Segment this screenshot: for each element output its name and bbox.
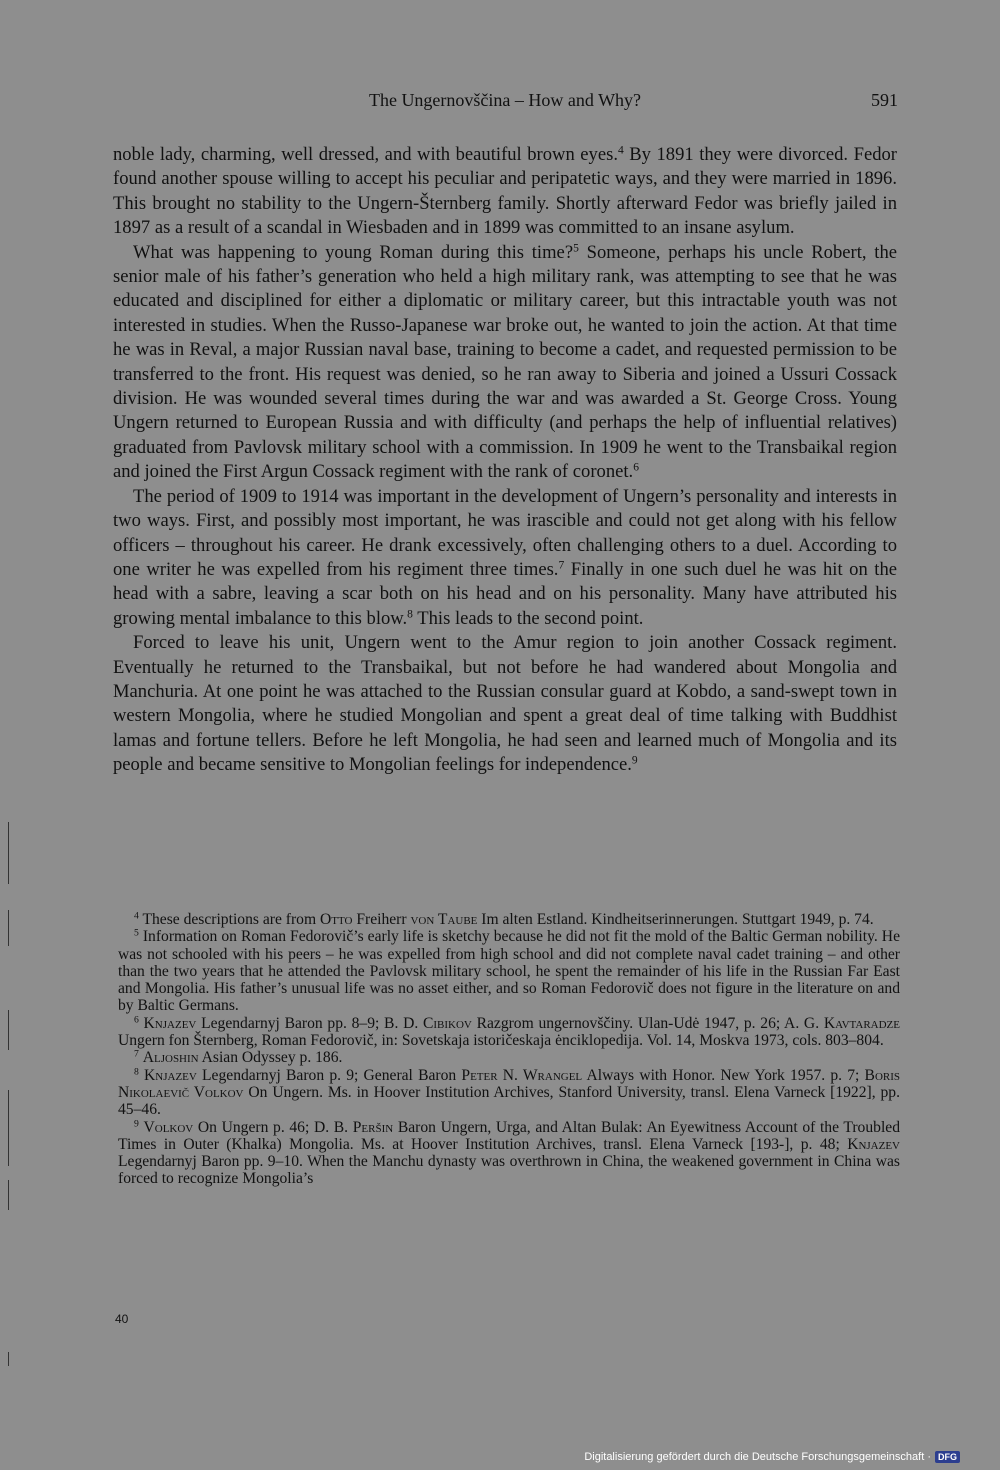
text-run: Ungern fon Šternberg, Roman Fedorovič, in: Sovetskaja istoričeskaja ėnciklopedija. Vol. 14, Moskva 1973, cols. 803–804. bbox=[118, 1032, 884, 1050]
margin-scan-mark bbox=[8, 910, 9, 946]
author-name: Knjazev bbox=[144, 1066, 197, 1084]
footnote-4 bbox=[118, 911, 900, 928]
author-name: Peršin bbox=[352, 1118, 394, 1136]
footnote-number: 5 bbox=[134, 927, 139, 939]
running-head bbox=[0, 90, 1000, 116]
signature-mark: 40 bbox=[115, 1312, 129, 1326]
credit-text: Digitalisierung gefördert durch die Deutsche Forschungsgemeinschaft · bbox=[584, 1451, 931, 1463]
author-name: von Taube bbox=[410, 911, 478, 928]
author-name: Cibikov bbox=[422, 1014, 472, 1032]
footnote-ref-9[interactable]: 9 bbox=[631, 754, 638, 767]
text-run: What was happening to young Roman during this time? bbox=[133, 241, 574, 263]
page-number: 591 bbox=[871, 90, 898, 110]
footnote-number: 4 bbox=[134, 910, 139, 922]
text-run: The period of 1909 to 1914 was important in the development of Ungern’s personality and interests in two ways. First, and possibly most important, he was irascible and could not get along with his fellow officers – throughout his career. He drank excessively, often challenging others to a duel. According to one writer he was expelled from his regiment three times. bbox=[113, 485, 897, 580]
paragraph-3 bbox=[113, 485, 897, 631]
paragraph-1 bbox=[113, 143, 897, 241]
footnote-number: 9 bbox=[134, 1118, 139, 1130]
margin-scan-mark bbox=[8, 1090, 9, 1166]
footnote-ref-6[interactable]: 6 bbox=[633, 461, 639, 474]
paragraph-4 bbox=[113, 631, 897, 777]
footnote-number: 6 bbox=[134, 1014, 139, 1026]
footnote-ref-7[interactable]: 7 bbox=[558, 559, 565, 572]
author-name: Volkov bbox=[143, 1118, 194, 1136]
text-run: On Ungern p. 46; D. B. bbox=[193, 1118, 353, 1136]
text-run: noble lady, charming, well dressed, and with beautiful brown eyes. bbox=[113, 144, 618, 165]
body-text bbox=[113, 143, 897, 778]
text-run: These descriptions are from bbox=[138, 911, 320, 928]
text-run: Im alten Estland. Kindheitserinnerungen. Stuttgart 1949, p. 74. bbox=[477, 911, 874, 928]
text-run: This leads to the second point. bbox=[412, 607, 644, 629]
paragraph-2 bbox=[113, 241, 897, 485]
text-run: By 1891 they were divorced. Fedor found another spouse willing to accept his peculiar and peripatetic ways, and they were married in 1896. This brought no stability to the Ungern-Šternberg family. Shortly afterward Fedor was briefly jailed in 1897 as a result of a scandal in Wiesbaden and in 1899 was committed to an insane asylum. bbox=[113, 144, 897, 239]
author-name: Knjazev bbox=[143, 1014, 197, 1032]
author-name: Knjazev bbox=[847, 1135, 900, 1153]
footnote-ref-4[interactable]: 4 bbox=[617, 144, 624, 157]
author-name: Peter N. Wrangel bbox=[461, 1066, 583, 1084]
text-run: Asian Odyssey p. 186. bbox=[198, 1049, 343, 1067]
text-run: Freiherr bbox=[352, 911, 411, 928]
text-run: Forced to leave his unit, Ungern went to the Amur region to join another Cossack regiment. Eventually he returned to the Transbaikal, but not before he had wandered about Mongolia and Manchuria. At one point he was attached to the Russian consular guard at Kobdo, a sand-swept town in western Mongolia, where he studied Mongolian and spent a great deal of time talking with Buddhist lamas and fortune tellers. Before he left Mongolia, he had seen and learned much of Mongolia and its people and became sensitive to Mongolian feelings for independence. bbox=[113, 632, 897, 776]
margin-scan-mark bbox=[8, 1180, 9, 1210]
footnote-ref-8[interactable]: 8 bbox=[407, 608, 413, 621]
text-run: Finally in one such duel he was hit on the head with a sabre, leaving a scar both on his head and on his personality. Many have attributed his growing mental imbalance to this blow. bbox=[113, 558, 898, 629]
text-run: Legendarnyj Baron pp. 8–9; B. D. bbox=[196, 1014, 423, 1032]
text-run: Baron Ungern, Urga, and Altan Bulak: An Eyewitness Account of the Troubled Times in Outer (Khalka) Mongolia. Ms. at Hoover Institution Archives, transl. Elena Varneck [193-], p. 48; bbox=[118, 1118, 900, 1153]
footnote-5 bbox=[118, 928, 900, 1014]
footnote-9 bbox=[118, 1119, 900, 1188]
footnote-8 bbox=[118, 1067, 900, 1119]
digitization-credit bbox=[584, 1451, 960, 1463]
footnote-number: 7 bbox=[134, 1049, 139, 1061]
margin-scan-mark bbox=[8, 822, 9, 884]
text-run: Someone, perhaps his uncle Robert, the senior male of his father’s generation who held a high military rank, was attempting to see that he was educated and disciplined for either a diplomatic or military career, but this intractable youth was not interested in studies. When the Russo-Japanese war broke out, he wanted to join the action. At that time he was in Reval, a major Russian naval base, training to become a cadet, and requested permission to be transferred to the front. His request was denied, so he ran away to Siberia and joined a Ussuri Cossack division. He was wounded several times during the war and was awarded a St. George Cross. Young Ungern returned to European Russia and with difficulty (and perhaps the help of influential relatives) graduated from Pavlovsk military school with a commission. In 1909 he went to the Transbaikal region and joined the First Argun Cossack regiment with the rank of coronet. bbox=[113, 241, 897, 483]
text-run: Razgrom ungernovščiny. Ulan-Udė 1947, p. 26; A. G. bbox=[471, 1014, 824, 1032]
author-name: Kavtaradze bbox=[823, 1014, 900, 1032]
dfg-logo-icon: DFG bbox=[935, 1451, 960, 1463]
author-name: Aljoshin bbox=[142, 1049, 199, 1067]
text-run: On Ungern. Ms. in Hoover Institution Archives, Stanford University, transl. Elena Varneck [1922], pp. 45–46. bbox=[118, 1083, 900, 1119]
author-name: Otto bbox=[319, 911, 353, 928]
text-run: Legendarnyj Baron p. 9; General Baron bbox=[196, 1066, 462, 1084]
footnote-6 bbox=[118, 1015, 900, 1050]
footnote-ref-5[interactable]: 5 bbox=[573, 242, 579, 255]
footnotes bbox=[118, 911, 900, 1188]
text-run: Information on Roman Fedorovič’s early life is sketchy because he did not fit the mold of the Baltic German nobility. He was not schooled with his peers – he was expelled from high school and did not complete naval cadet training – and other than the two years that he attended the Pavlovsk military school, he spent the remainder of his life in the Russian Far East and Mongolia. His father’s unusual life was no asset either, and so Roman Fedorovič does not figure in the literature on and by Baltic Germans. bbox=[118, 928, 900, 1015]
margin-scan-mark bbox=[8, 1352, 9, 1366]
footnote-7 bbox=[118, 1049, 900, 1066]
footnote-number: 8 bbox=[134, 1066, 139, 1078]
running-title: The Ungernovščina – How and Why? bbox=[368, 90, 642, 110]
author-name: Boris Nikolaevič Volkov bbox=[118, 1066, 901, 1101]
text-run: Legendarnyj Baron pp. 9–10. When the Manchu dynasty was overthrown in China, the weakened government in China was forced to recognize Mongolia’s bbox=[118, 1153, 900, 1188]
text-run: Always with Honor. New York 1957. p. 7; bbox=[582, 1066, 865, 1084]
margin-scan-mark bbox=[8, 1010, 9, 1050]
